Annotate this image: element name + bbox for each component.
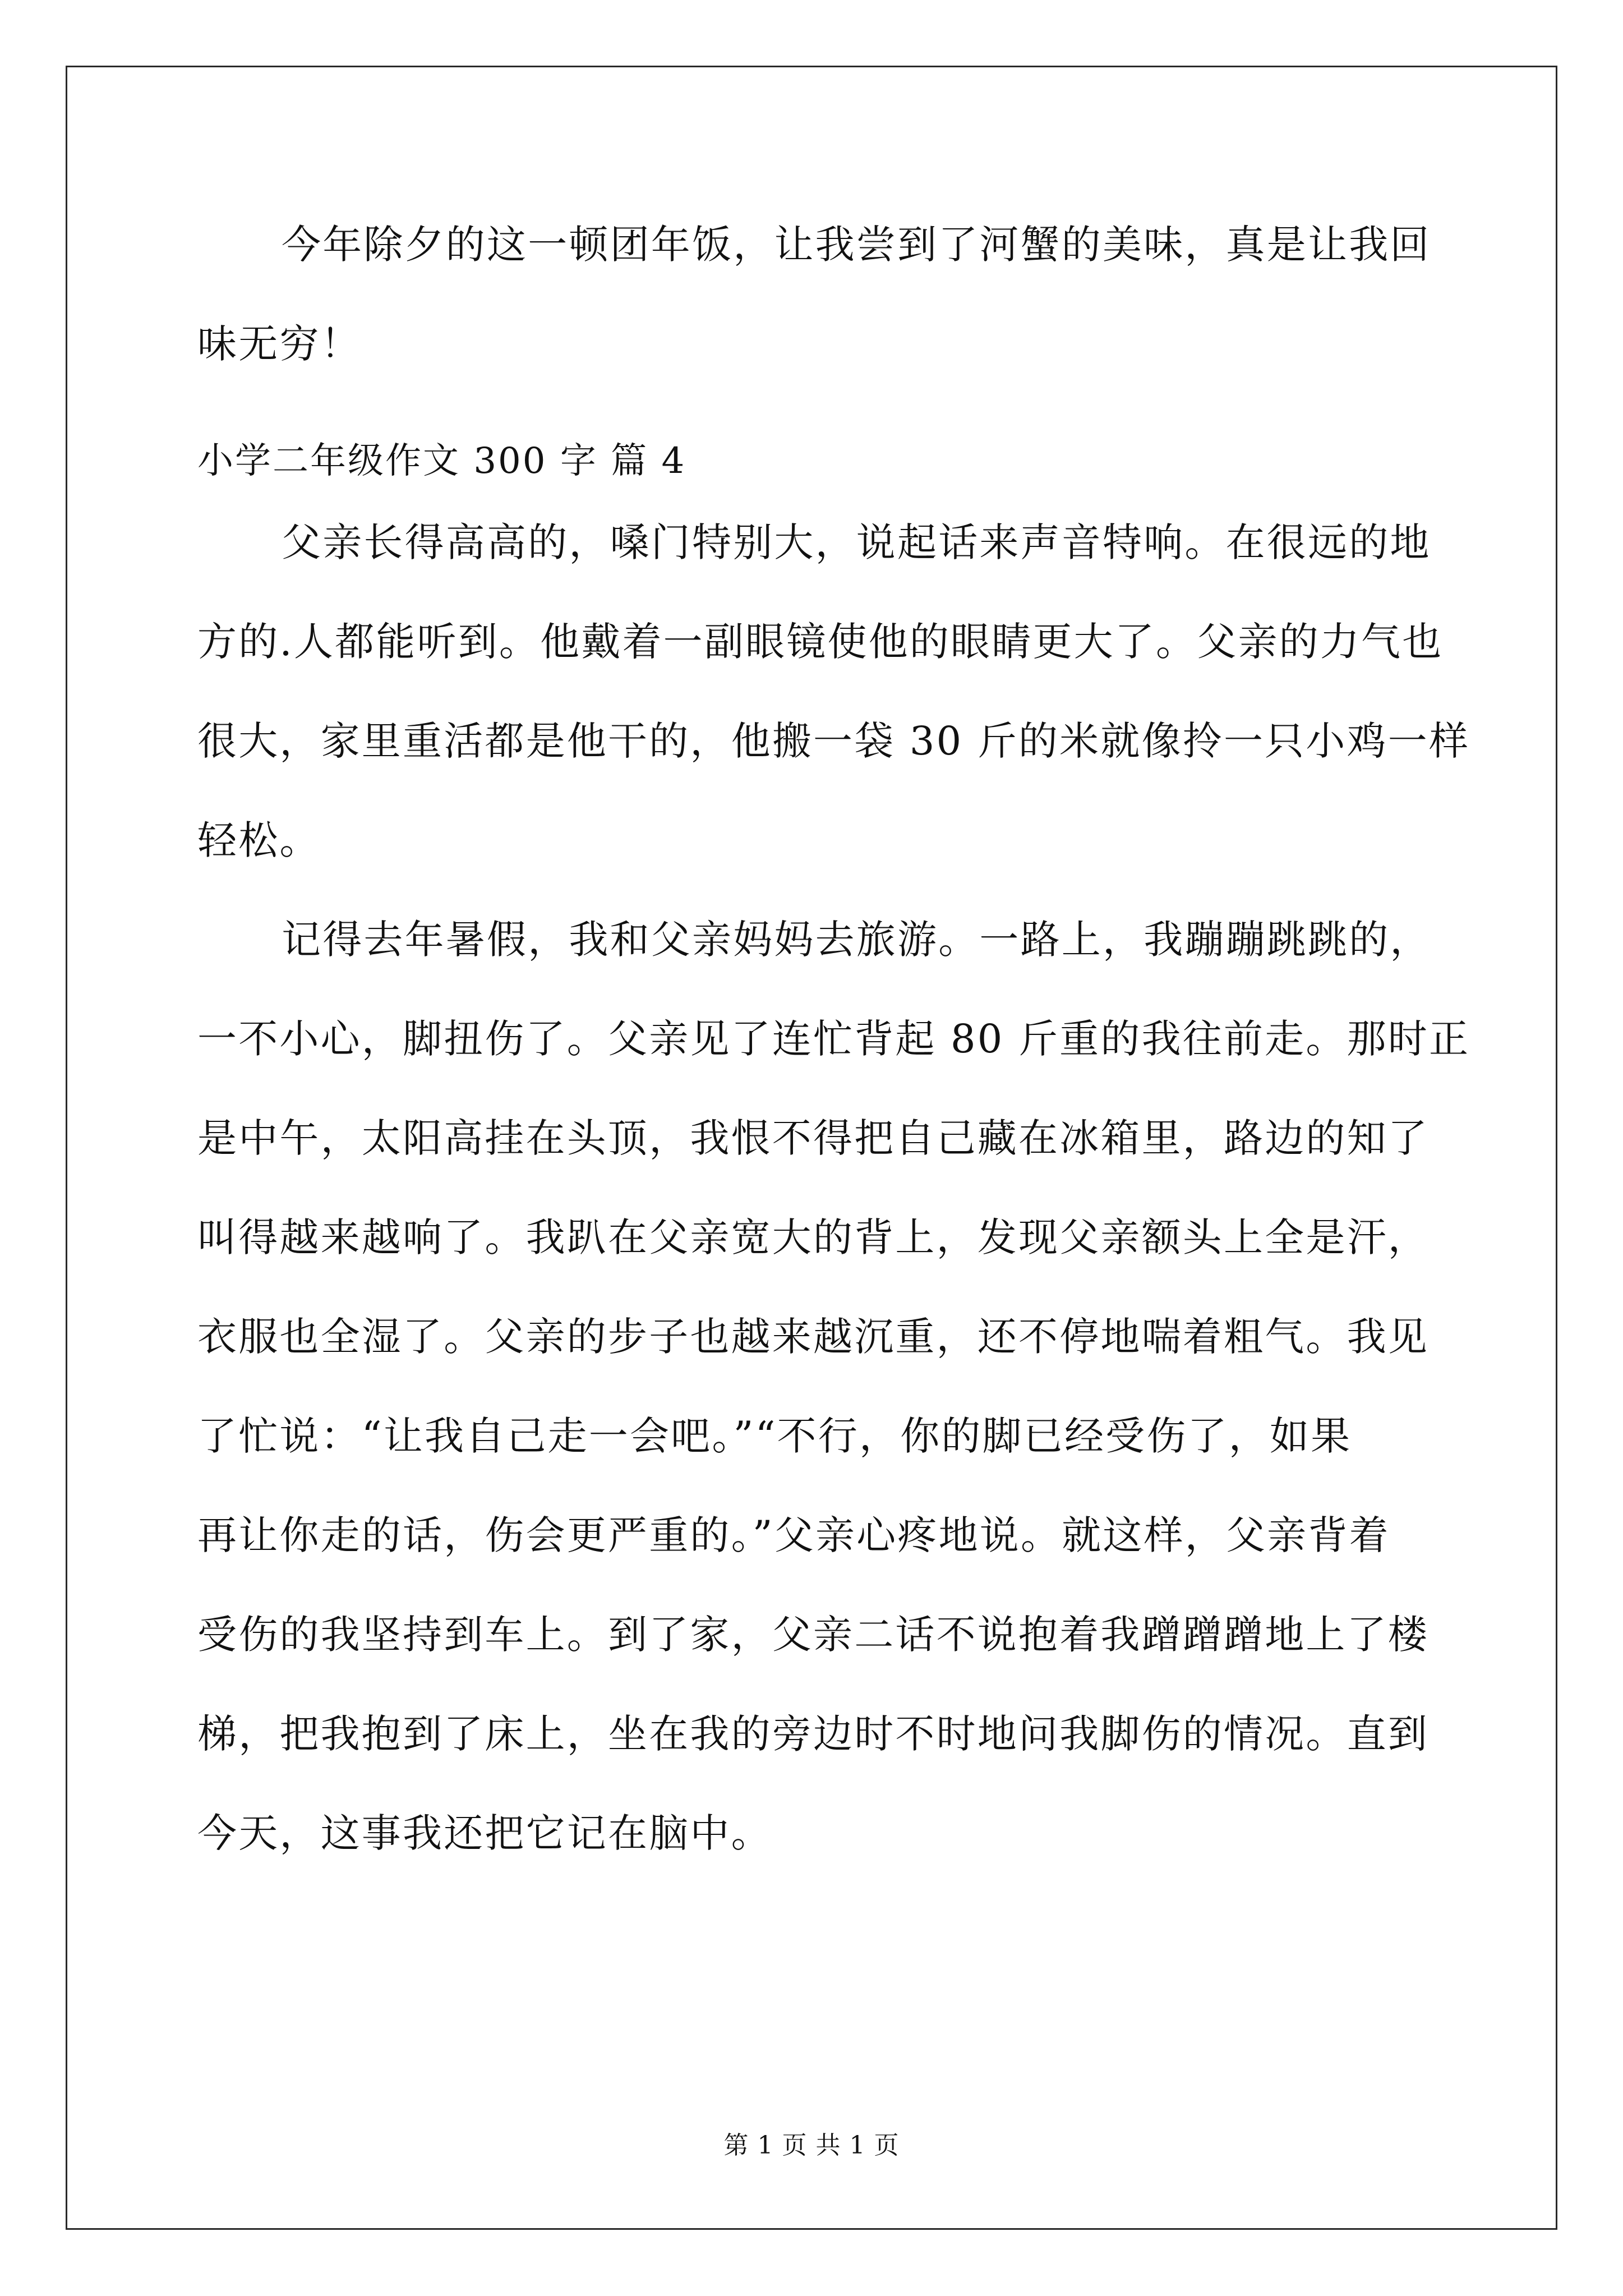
page-footer: 第 1 页 共 1 页	[723, 2131, 900, 2160]
paragraph-line: 再让你走的话，伤会更严重的。”父亲心疼地说。就这样，父亲背着	[197, 1512, 1390, 1558]
paragraph-2	[197, 511, 1470, 908]
paragraph-line: 记得去年暑假，我和父亲妈妈去旅游。一路上，我蹦蹦跳跳的，	[282, 917, 1431, 963]
paragraph-line: 了忙说：“让我自己走一会吧。”“不行，你的脚已经受伤了，如果	[197, 1413, 1352, 1459]
paragraph-3	[197, 908, 1470, 1901]
paragraph-line: 方的.人都能听到。他戴着一副眼镜使他的眼睛更大了。父亲的力气也	[197, 619, 1444, 665]
paragraph-1	[197, 213, 1434, 412]
paragraph-line: 味无穷！	[197, 321, 362, 367]
document-body	[197, 213, 1470, 1901]
paragraph-line: 衣服也全湿了。父亲的步子也越来越沉重，还不停地喘着粗气。我见	[197, 1314, 1429, 1360]
section-heading: 小学二年级作文 300 字 篇 4	[197, 440, 686, 482]
paragraph-line: 梯，把我抱到了床上，坐在我的旁边时不时地问我脚伤的情况。直到	[197, 1711, 1429, 1757]
paragraph-line: 一不小心，脚扭伤了。父亲见了连忙背起 80 斤重的我往前走。那时正	[197, 1016, 1470, 1062]
paragraph-line: 受伤的我坚持到车上。到了家，父亲二话不说抱着我蹭蹭蹭地上了楼	[197, 1612, 1429, 1658]
paragraph-line: 是中午，太阳高挂在头顶，我恨不得把自己藏在冰箱里，路边的知了	[197, 1115, 1429, 1161]
paragraph-line: 今年除夕的这一顿团年饭，让我尝到了河蟹的美味，真是让我回	[282, 222, 1431, 268]
paragraph-line: 轻松。	[197, 817, 321, 863]
paragraph-line: 父亲长得高高的，嗓门特别大，说起话来声音特响。在很远的地	[282, 519, 1431, 565]
paragraph-line: 今天，这事我还把它记在脑中。	[197, 1810, 772, 1856]
paragraph-line: 很大，家里重活都是他干的，他搬一袋 30 斤的米就像拎一只小鸡一样	[197, 718, 1470, 764]
paragraph-line: 叫得越来越响了。我趴在父亲宽大的背上，发现父亲额头上全是汗，	[197, 1214, 1429, 1260]
